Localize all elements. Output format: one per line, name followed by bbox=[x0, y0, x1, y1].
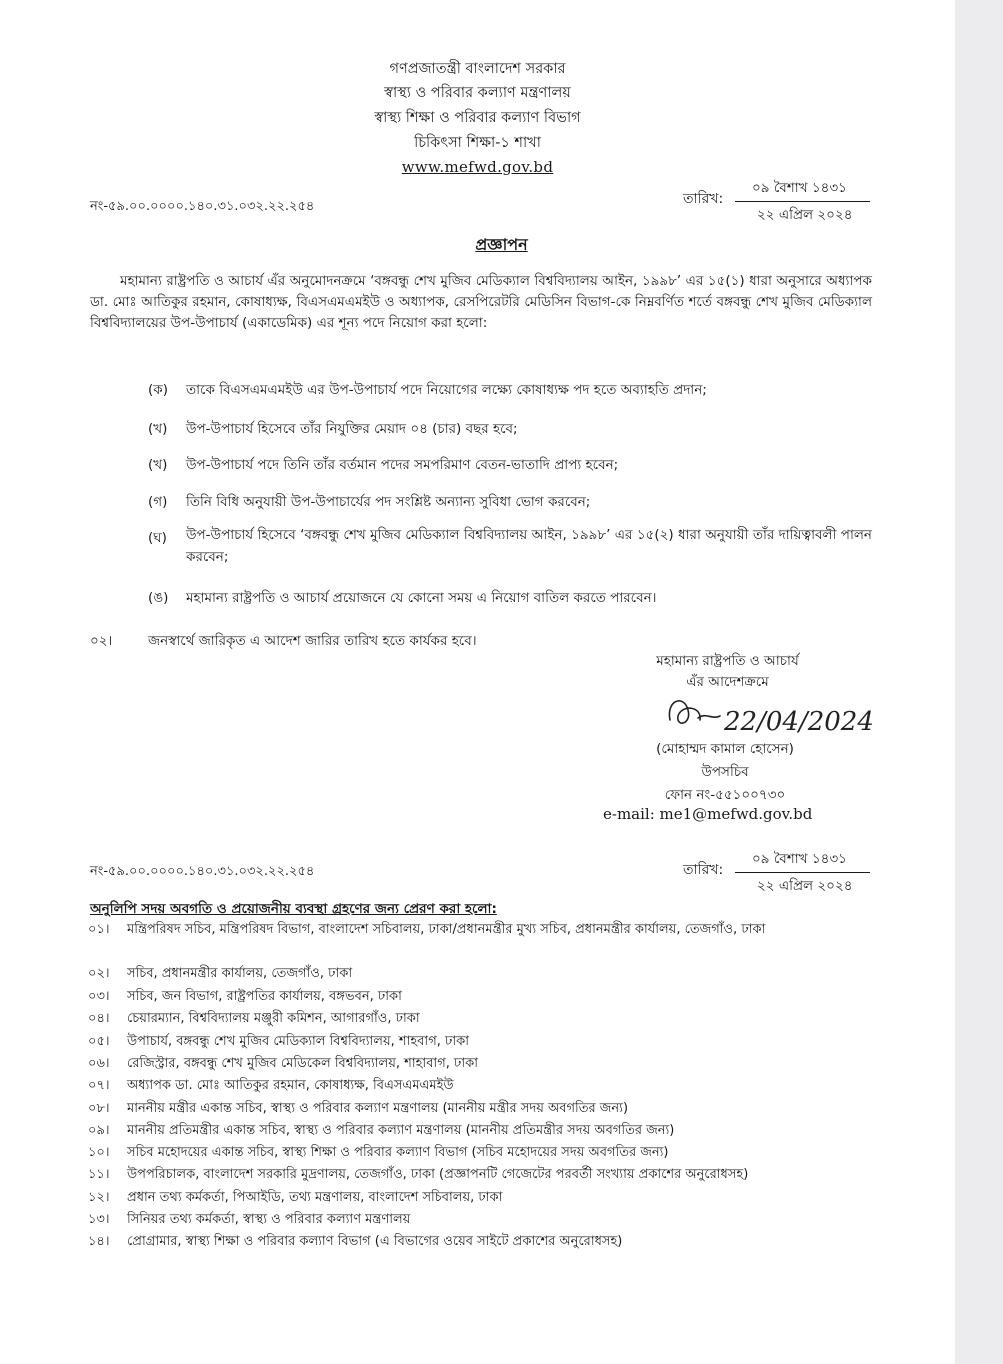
copy-item-number: ০১। bbox=[88, 922, 110, 937]
signatory-by-order: এঁর আদেশক্রমে bbox=[686, 674, 769, 690]
condition-mark: (খ) bbox=[148, 421, 168, 437]
header-ministry: স্বাস্থ্য ও পরিবার কল্যাণ মন্ত্রণালয় bbox=[384, 85, 571, 101]
condition-mark: (ঘ) bbox=[148, 530, 167, 546]
copy-item-text: মাননীয় প্রতিমন্ত্রীর একান্ত সচিব, স্বাস্থ্য ও পরিবার কল্যাণ মন্ত্রণালয় (মাননীয় প্রতিমন্ত্রীর সদয় অবগতির জন্য) bbox=[127, 1123, 675, 1138]
condition-mark: (খ) bbox=[148, 457, 168, 473]
header-branch: চিকিৎসা শিক্ষা-১ শাখা bbox=[414, 135, 541, 151]
signatory-email-link[interactable]: e-mail: me1@mefwd.gov.bd bbox=[603, 805, 813, 823]
copy-item-number: ১৪। bbox=[88, 1234, 110, 1249]
copy-item-text: উপাচার্য, বঙ্গবন্ধু শেখ মুজিব মেডিক্যাল বিশ্ববিদ্যালয়, শাহবাগ, ঢাকা bbox=[127, 1034, 469, 1049]
memo-number: নং-৫৯.০০.০০০০.১৪০.৩১.০৩২.২২.২৫৪ bbox=[90, 199, 315, 214]
signatory-designation: উপসচিব bbox=[701, 764, 749, 780]
copy-memo-number: নং-৫৯.০০.০০০০.১৪০.৩১.০৩২.২২.২৫৪ bbox=[90, 864, 315, 879]
clause-number: ০২। bbox=[90, 633, 113, 649]
signatory-authority: মহামান্য রাষ্ট্রপতি ও আচার্য bbox=[656, 653, 799, 669]
copy-item-number: ০৬। bbox=[88, 1056, 110, 1071]
condition-mark: (ক) bbox=[148, 382, 168, 398]
condition-text: উপ-উপাচার্য পদে তিনি তাঁর বর্তমান পদের সমপরিমাণ বেতন-ভাতাদি প্রাপ্য হবেন; bbox=[186, 457, 619, 473]
copy-item-text: চেয়ারম্যান, বিশ্ববিদ্যালয় মঞ্জুরী কমিশন, আগারগাঁও, ঢাকা bbox=[127, 1011, 420, 1026]
date-bangla: ০৯ বৈশাখ ১৪৩১ bbox=[752, 180, 847, 196]
copy-item-text: সচিব মহোদয়ের একান্ত সচিব, স্বাস্থ্য শিক্ষা ও পরিবার কল্যাণ বিভাগ (সচিব মহোদয়ের সদয় অবগতির জন্য) bbox=[127, 1145, 669, 1160]
header-division: স্বাস্থ্য শিক্ষা ও পরিবার কল্যাণ বিভাগ bbox=[374, 110, 581, 126]
copy-item-number: ১১। bbox=[88, 1167, 110, 1182]
condition-text: উপ-উপাচার্য হিসেবে ‘বঙ্গবন্ধু শেখ মুজিব মেডিক্যাল বিশ্ববিদ্যালয় আইন, ১৯৯৮’ এর ১৫(২) ধারা অনুযায়ী তাঁর দায়িত্বাবলী পালন করবেন; bbox=[186, 527, 872, 565]
header-government: গণপ্রজাতন্ত্রী বাংলাদেশ সরকার bbox=[389, 61, 566, 77]
date-english: ২২ এপ্রিল ২০২৪ bbox=[757, 207, 853, 223]
date-divider bbox=[735, 201, 870, 202]
copy-item-number: ০৮। bbox=[88, 1101, 110, 1116]
copy-item-number: ০৯। bbox=[88, 1123, 110, 1138]
copy-item-number: ১৩। bbox=[88, 1212, 110, 1227]
copy-item-number: ১০। bbox=[88, 1145, 110, 1160]
copy-item-number: ০৪। bbox=[88, 1011, 110, 1026]
date-label: তারিখ: bbox=[683, 191, 724, 207]
handwritten-signature bbox=[662, 690, 892, 740]
condition-text: তাকে বিএসএমএমইউ এর উপ-উপাচার্য পদে নিয়োগের লক্ষ্যে কোষাধ্যক্ষ পদ হতে অব্যাহতি প্রদান; bbox=[186, 382, 707, 398]
copy-item-text: প্রোগ্রামার, স্বাস্থ্য শিক্ষা ও পরিবার কল্যাণ বিভাগ (এ বিভাগের ওয়েব সাইটে প্রকাশের অনুরোধসহ) bbox=[127, 1234, 623, 1249]
copy-item-text: সচিব, প্রধানমন্ত্রীর কার্যালয়, তেজগাঁও, ঢাকা bbox=[127, 966, 353, 981]
copy-item-text: সিনিয়র তথ্য কর্মকর্তা, স্বাস্থ্য ও পরিবার কল্যাণ মন্ত্রণালয় bbox=[127, 1212, 411, 1227]
copy-date-bangla: ০৯ বৈশাখ ১৪৩১ bbox=[752, 851, 847, 867]
copy-item-text: অধ্যাপক ডা. মোঃ আতিকুর রহমান, কোষাধ্যক্ষ, বিএসএমএমইউ bbox=[127, 1078, 454, 1093]
copy-item-number: ০৭। bbox=[88, 1078, 110, 1093]
condition-text: মহামান্য রাষ্ট্রপতি ও আচার্য প্রয়োজনে যে কোনো সময় এ নিয়োগ বাতিল করতে পারবেন। bbox=[186, 590, 657, 606]
condition-mark: (ঙ) bbox=[148, 590, 169, 606]
copy-item-text: উপপরিচালক, বাংলাদেশ সরকারি মুদ্রণালয়, তেজগাঁও, ঢাকা (প্রজ্ঞাপনটি গেজেটের পরবর্তী সংখ্যায় প্রকাশের অনুরোধসহ) bbox=[127, 1167, 749, 1182]
copy-item-number: ০২। bbox=[88, 966, 110, 981]
copy-item-number: ০৫। bbox=[88, 1034, 110, 1049]
copy-item-text: রেজিস্ট্রার, বঙ্গবন্ধু শেখ মুজিব মেডিকেল বিশ্ববিদ্যালয়, শাহাবাগ, ঢাকা bbox=[127, 1056, 478, 1071]
notification-title: প্রজ্ঞাপন bbox=[475, 235, 528, 254]
condition-text: তিনি বিধি অনুযায়ী উপ-উপাচার্যের পদ সংশ্লিষ্ট অন্যান্য সুবিধা ভোগ করবেন; bbox=[186, 494, 591, 510]
header-website-link[interactable]: www.mefwd.gov.bd bbox=[401, 158, 554, 176]
copy-heading: অনুলিপি সদয় অবগতি ও প্রয়োজনীয় ব্যবস্থা গ্রহণের জন্য প্রেরণ করা হলো: bbox=[90, 901, 497, 917]
copy-item-text: মাননীয় মন্ত্রীর একান্ত সচিব, স্বাস্থ্য ও পরিবার কল্যাণ মন্ত্রণালয় (মাননীয় মন্ত্রীর সদয় অবগতির জন্য) bbox=[127, 1101, 629, 1116]
copy-date-english: ২২ এপ্রিল ২০২৪ bbox=[757, 878, 853, 894]
copy-item-number: ১২। bbox=[88, 1190, 110, 1205]
signature-date: 22/04/2024 bbox=[724, 707, 874, 737]
copy-date-divider bbox=[735, 872, 870, 873]
intro-paragraph: মহামান্য রাষ্ট্রপতি ও আচার্য এঁর অনুমোদনক্রমে ‘বঙ্গবন্ধু শেখ মুজিব মেডিক্যাল বিশ্ববিদ্যালয় আইন, ১৯৯৮’ এর ১৫(১) ধারা অনুসারে অধ্যাপক ডা. মোঃ আতিকুর রহমান, কোষাধ্যক্ষ, বিএসএমএমইউ ও অধ্যাপক, রেসপিরেটরি মেডিসিন বিভাগ-কে নিম্নবর্ণিত শর্তে বঙ্গবন্ধু শেখ মুজিব মেডিক্যাল বিশ্ববিদ্যালয়ের উপ-উপাচার্য (একাডেমিক) এর শূন্য পদে নিয়োগ করা হলো: bbox=[90, 273, 872, 331]
copy-item-number: ০৩। bbox=[88, 989, 110, 1004]
signatory-name: (মোহাম্মদ কামাল হোসেন) bbox=[656, 741, 794, 757]
copy-item-text: প্রধান তথ্য কর্মকর্তা, পিআইডি, তথ্য মন্ত্রণালয়, বাংলাদেশ সচিবালয়, ঢাকা bbox=[127, 1190, 503, 1205]
copy-item-text: সচিব, জন বিভাগ, রাষ্ট্রপতির কার্যালয়, বঙ্গভবন, ঢাকা bbox=[127, 989, 402, 1004]
signature-scribble-icon bbox=[662, 690, 892, 740]
viewer-margin bbox=[955, 0, 1003, 1364]
copy-item-text: মন্ত্রিপরিষদ সচিব, মন্ত্রিপরিষদ বিভাগ, বাংলাদেশ সচিবালয়, ঢাকা/প্রধানমন্ত্রীর মুখ্য সচিব, প্রধানমন্ত্রীর কার্যালয়, তেজগাঁও, ঢাকা bbox=[127, 922, 766, 937]
condition-text: উপ-উপাচার্য হিসেবে তাঁর নিযুক্তির মেয়াদ ০৪ (চার) বছর হবে; bbox=[186, 421, 518, 437]
signatory-phone: ফোন নং-৫৫১০০৭৩০ bbox=[664, 787, 786, 803]
condition-mark: (গ) bbox=[148, 494, 168, 510]
clause-text: জনস্বার্থে জারিকৃত এ আদেশ জারির তারিখ হতে কার্যকর হবে। bbox=[148, 633, 477, 649]
copy-date-label: তারিখ: bbox=[683, 862, 724, 878]
